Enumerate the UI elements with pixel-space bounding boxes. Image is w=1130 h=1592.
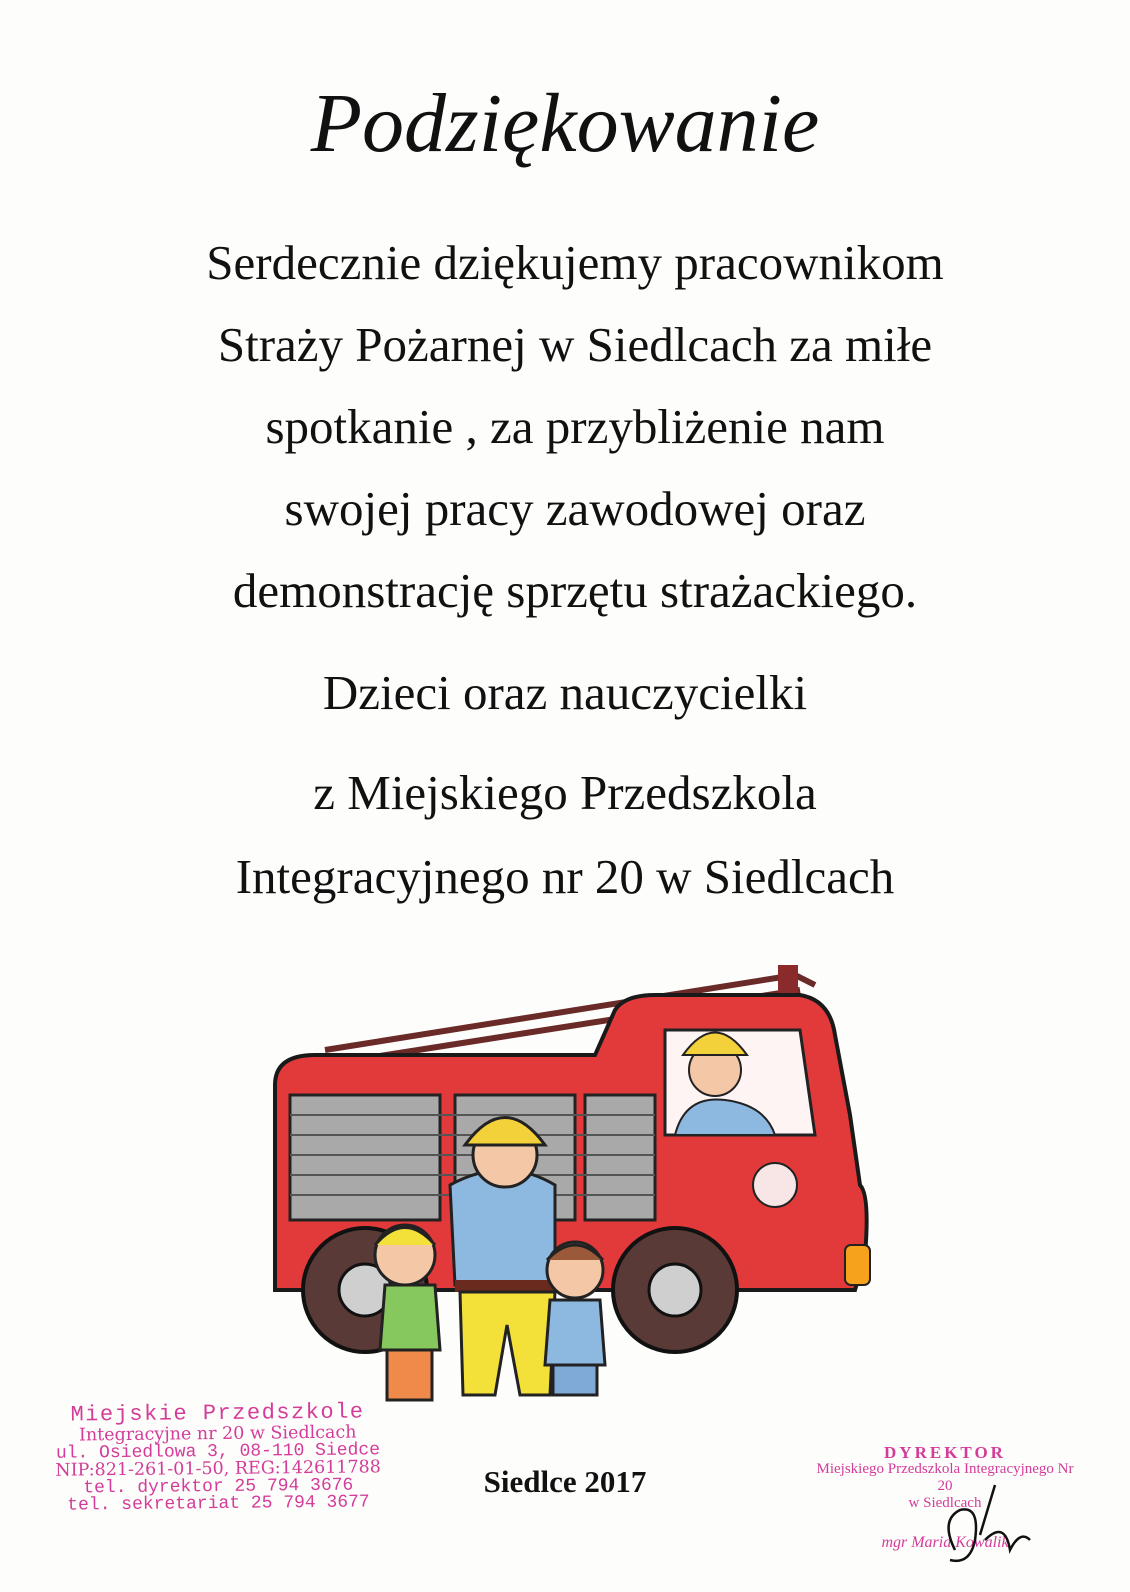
fire-truck-illustration	[255, 955, 895, 1425]
stamp-line: Miejskie Przedszkole	[70, 1399, 365, 1428]
stamp-line: NIP:821-261-01-50, REG:142611788	[55, 1457, 381, 1481]
place-and-date: Siedlce 2017	[483, 1464, 647, 1499]
message-line: Serdecznie dziękujemy pracownikom	[206, 235, 944, 290]
sender-line: Integracyjnego nr 20 w Siedlcach	[235, 849, 895, 904]
stamp-line: Miejskiego Przedszkola Integracyjnego Nr 20	[816, 1461, 1074, 1494]
stamp-line: Integracyjne nr 20 w Siedlcach	[78, 1422, 357, 1446]
stamp-line: tel. sekretariat 25 794 3677	[67, 1492, 370, 1516]
child-figure-left	[375, 1225, 440, 1400]
handwritten-signature	[930, 1480, 1050, 1580]
sender-line: z Miejskiego Przedszkola	[313, 765, 817, 820]
stamp-line: tel. dyrektor 25 794 3676	[83, 1475, 354, 1498]
child-figure-right	[545, 1242, 605, 1395]
director-name: mgr Maria Kowalik	[881, 1534, 1009, 1551]
document-title: Podziękowanie	[310, 77, 820, 170]
stamp-title: DYREKTOR	[884, 1443, 1006, 1462]
stamp-line: ul. Osiedlowa 3, 08-110 Siedce	[55, 1439, 381, 1464]
bumper-light	[845, 1245, 870, 1285]
message-line: spotkanie , za przybliżenie nam	[265, 399, 885, 454]
stamp-line: w Siedlcach	[908, 1495, 982, 1511]
sender-line: Dzieci oraz nauczycielki	[322, 665, 808, 720]
message-line: demonstrację sprzętu strażackiego.	[232, 563, 918, 618]
thank-you-message	[60, 222, 1090, 632]
door-emblem	[753, 1163, 797, 1207]
message-line: Straży Pożarnej w Siedlcach za miłe	[217, 317, 933, 372]
message-line: swojej pracy zawodowej oraz	[284, 481, 866, 536]
